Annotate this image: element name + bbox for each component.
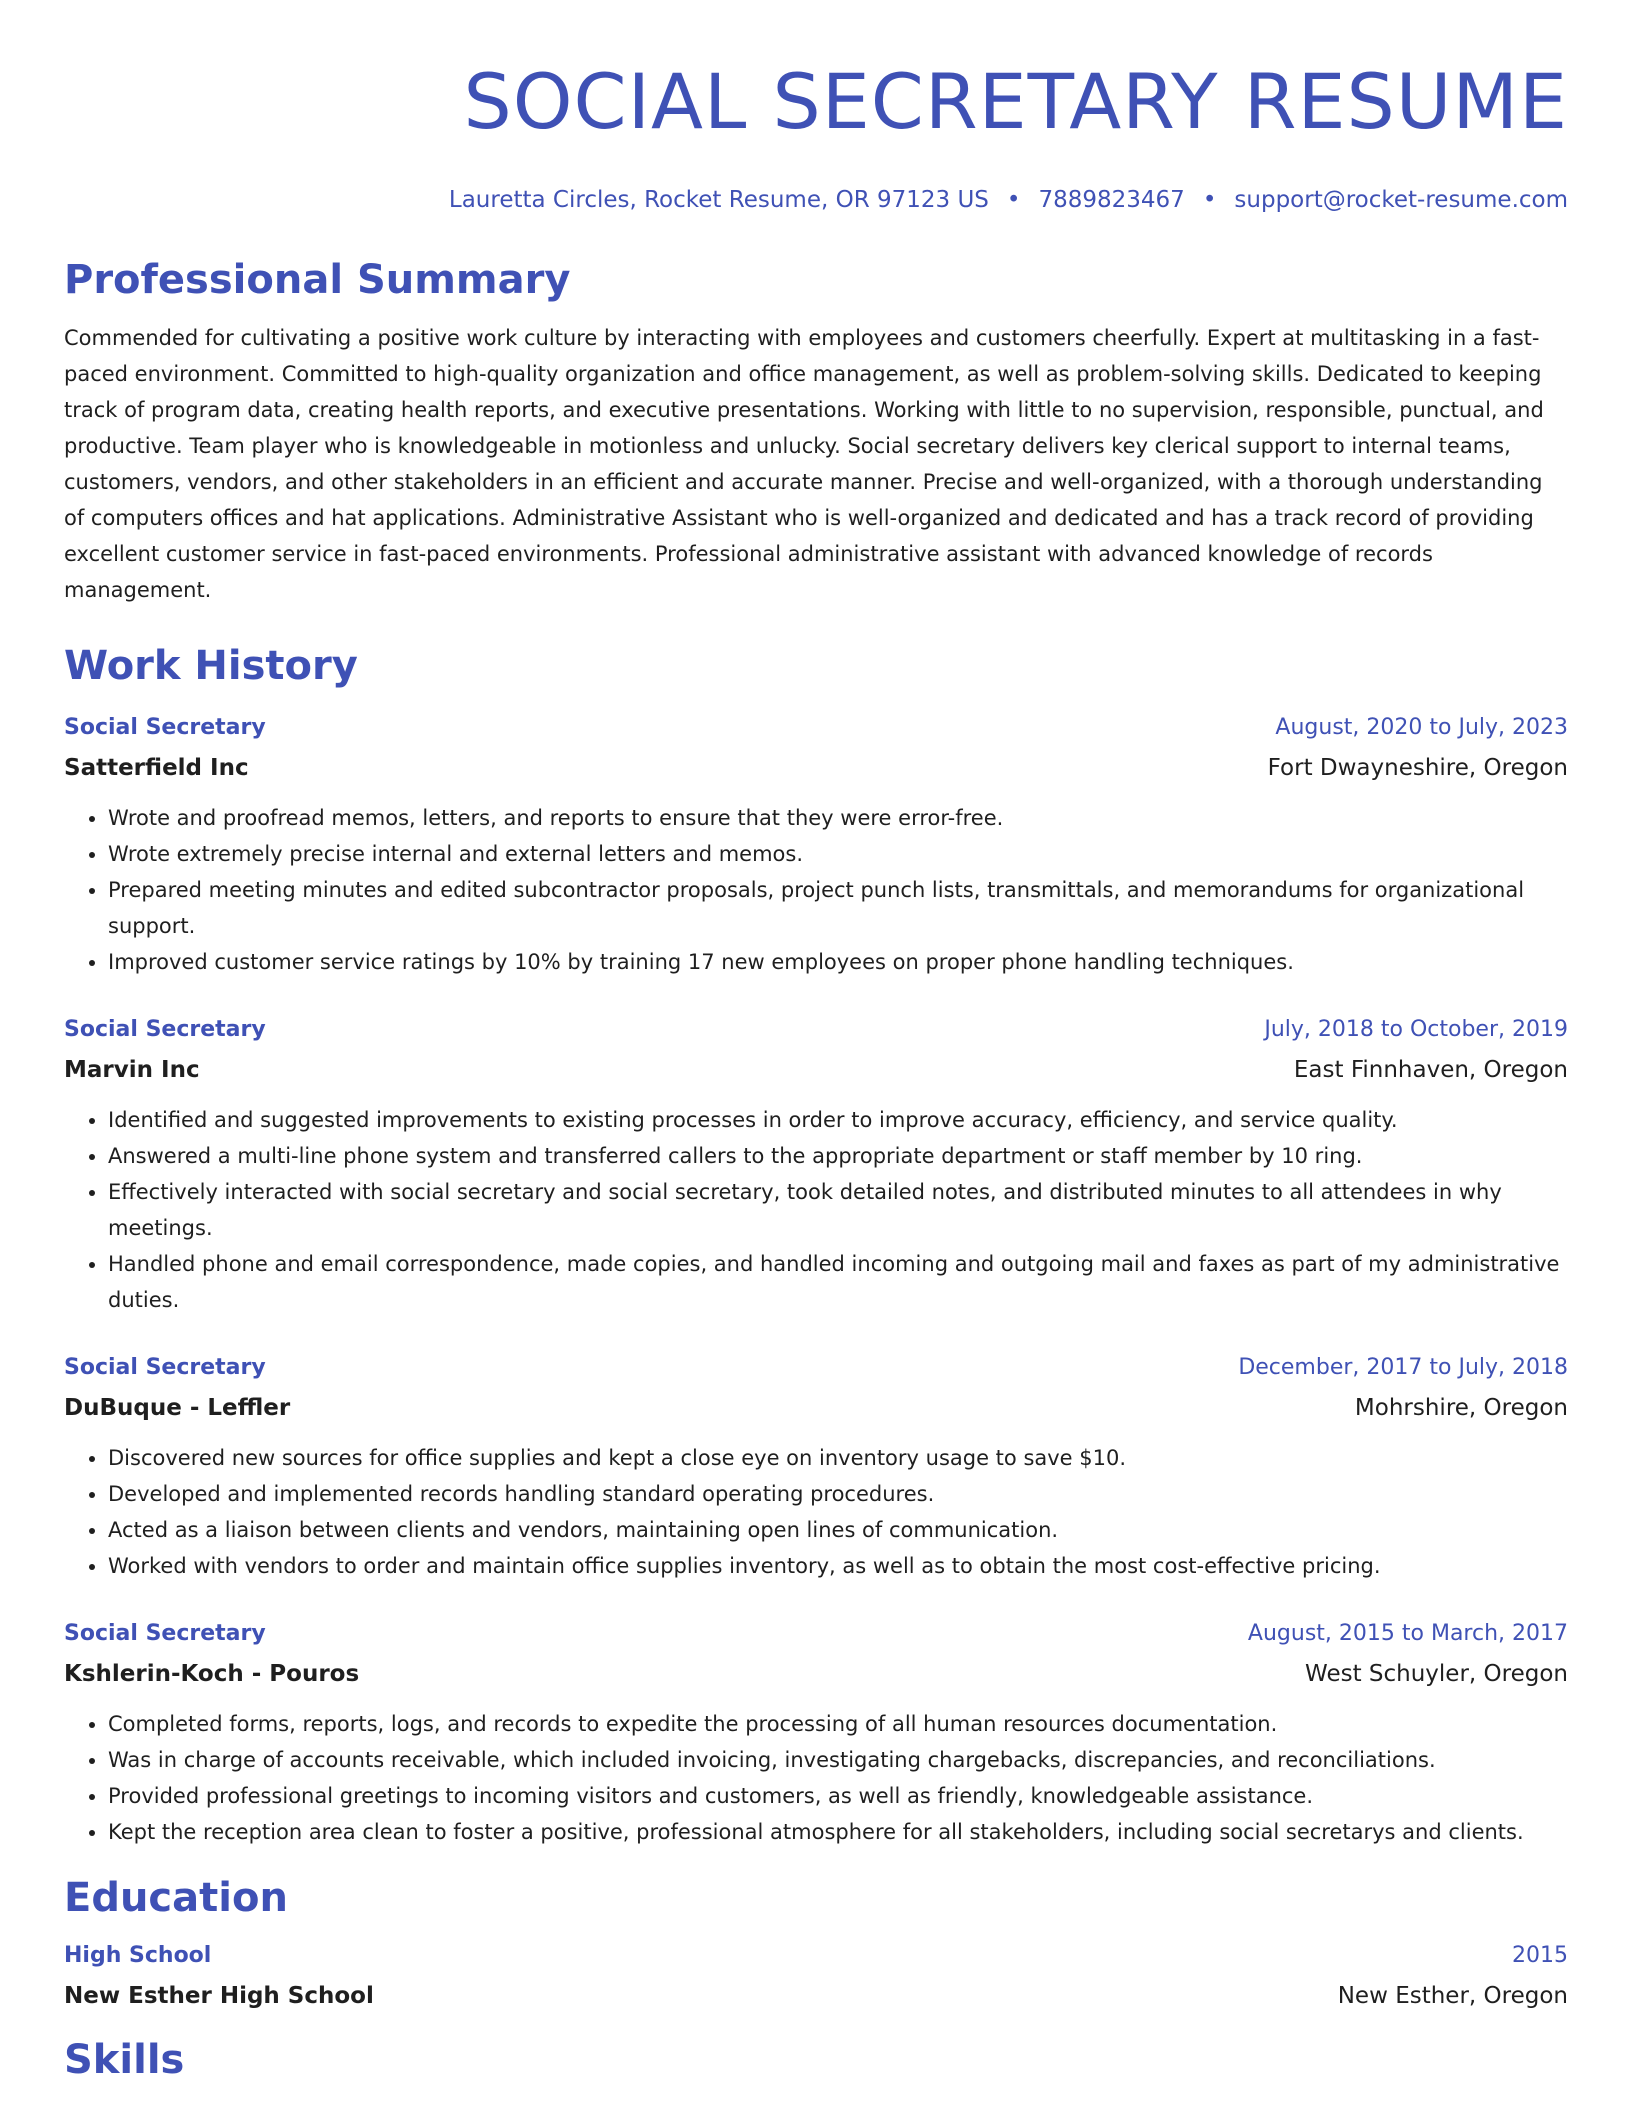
job-role: Social Secretary [64,715,266,740]
contact-line [64,184,1568,216]
job-company: Marvin Inc [64,1057,200,1083]
job-bullet: • Effectively interacted with social secretary and social secretary, took detailed notes, and distributed minutes to all attendees in why meetings. [108,1174,1568,1246]
job-company: Satterfield Inc [64,755,249,781]
job-location: Fort Dwayneshire, Oregon [1267,755,1568,781]
job-bullet: • Worked with vendors to order and maintain office supplies inventory, as well as to obtain the most cost-effective pricing. [108,1548,1568,1584]
job-dates: August, 2015 to March, 2017 [1247,1621,1568,1646]
education-location: New Esther, Oregon [1337,1983,1568,2009]
job-dates: December, 2017 to July, 2018 [1238,1355,1568,1380]
job-bullet: • Improved customer service ratings by 10% by training 17 new employees on proper phone handling techniques. [108,944,1568,980]
resume-page [64,0,1568,2084]
job-bullet: • Acted as a liaison between clients and vendors, maintaining open lines of communication. [108,1512,1568,1548]
job-bullets [64,1706,1568,1850]
job-company: DuBuque - Leffler [64,1395,291,1421]
job-bullet: • Answered a multi-line phone system and transferred callers to the appropriate department or staff member by 10 ring. [108,1138,1568,1174]
job-bullet: • Wrote and proofread memos, letters, and reports to ensure that they were error-free. [108,800,1568,836]
resume-title: SOCIAL SECRETARY RESUME [463,57,1568,146]
job-bullets [64,1102,1568,1318]
job-bullet: • Prepared meeting minutes and edited subcontractor proposals, project punch lists, transmittals, and memorandums for organizational support. [108,872,1568,944]
job-location: Mohrshire, Oregon [1354,1395,1568,1421]
job-bullet: • Handled phone and email correspondence, made copies, and handled incoming and outgoing mail and faxes as part of my administrative duties. [108,1246,1568,1318]
contact-separator: • [1202,187,1217,213]
job-bullet: • Wrote extremely precise internal and external letters and memos. [108,836,1568,872]
job-bullet: • Developed and implemented records handling standard operating procedures. [108,1476,1568,1512]
job-bullet: • Was in charge of accounts receivable, which included invoicing, investigating chargebacks, discrepancies, and reconciliations. [108,1742,1568,1778]
job-bullets [64,1440,1568,1584]
education-entry [64,1936,1568,2016]
contact-phone: 7889823467 [1038,187,1185,213]
job-entry [64,708,1568,980]
job-entry [64,1614,1568,1850]
job-dates: July, 2018 to October, 2019 [1264,1017,1568,1042]
job-location: West Schuyler, Oregon [1305,1661,1568,1687]
job-entry [64,1348,1568,1584]
education-degree: High School [64,1943,212,1968]
job-role: Social Secretary [64,1017,266,1042]
job-entry [64,1010,1568,1318]
job-bullet: • Discovered new sources for office supplies and kept a close eye on inventory usage to save $10. [108,1440,1568,1476]
summary-text: Commended for cultivating a positive work culture by interacting with employees and customers cheerfully. Expert at multitasking in a fast-paced environment. Committed to high-quality organization and office management, as well as problem-solving skills. Dedicated to keeping track of program data, creating health reports, and executive presentations. Working with little to no supervision, responsible, punctual, and productive. Team player who is knowledgeable in motionless and unlucky. Social secretary delivers key clerical support to internal teams, customers, vendors, and other stakeholders in an efficient and accurate manner. Precise and well-organized, with a thorough understanding of computers offices and hat applications. Administrative Assistant who is well-organized and dedicated and has a track record of providing excellent customer service in fast-paced environments. Professional administrative assistant with advanced knowledge of records management. [64,326,1544,602]
job-role: Social Secretary [64,1621,266,1646]
contact-separator: • [1006,187,1021,213]
job-role: Social Secretary [64,1355,266,1380]
job-bullet: • Completed forms, reports, logs, and records to expedite the processing of all human resources documentation. [108,1706,1568,1742]
education-school: New Esther High School [64,1983,374,2009]
summary-heading: Professional Summary [64,257,571,303]
contact-email: support@rocket-resume.com [1234,187,1568,213]
job-dates: August, 2020 to July, 2023 [1275,715,1568,740]
education-year: 2015 [1512,1943,1568,1968]
job-bullet: • Provided professional greetings to incoming visitors and customers, as well as friendly, knowledgeable assistance. [108,1778,1568,1814]
job-company: Kshlerin-Koch - Pouros [64,1661,360,1687]
contact-address: Lauretta Circles, Rocket Resume, OR 97123 US [448,187,989,213]
work-history-heading: Work History [64,643,358,689]
education-heading: Education [64,1875,288,1921]
skills-heading: Skills [64,2037,185,2083]
job-bullet: • Identified and suggested improvements to existing processes in order to improve accuracy, efficiency, and service quality. [108,1102,1568,1138]
job-bullet: • Kept the reception area clean to foster a positive, professional atmosphere for all stakeholders, including social secretarys and clients. [108,1814,1568,1850]
job-location: East Finnhaven, Oregon [1293,1057,1568,1083]
job-bullets [64,800,1568,980]
